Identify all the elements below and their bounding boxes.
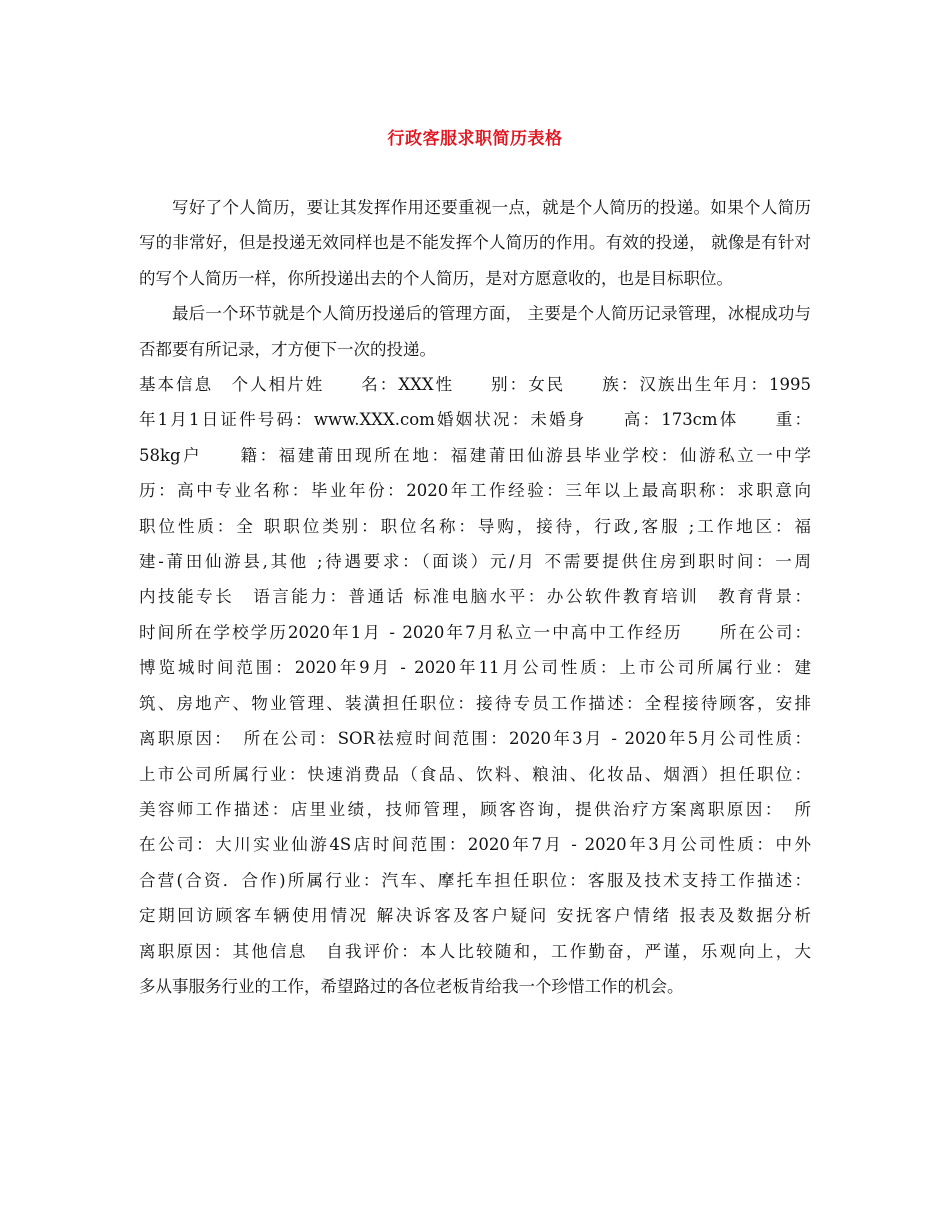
resume-line: 年1月1日证件号码：www.XXX.com婚姻状况：未婚身 高：173cm体 重： [139, 410, 811, 430]
resume-line: 职位性质：全 职职位类别：职位名称：导购，接待，行政,客服 ;工作地区：福 [139, 516, 811, 536]
resume-line: 博览城时间范围：2020年9月 - 2020年11月公司性质：上市公司所属行业：建 [139, 658, 811, 678]
resume-details [139, 367, 811, 1004]
resume-line: 离职原因： 所在公司：SOR祛痘时间范围：2020年3月 - 2020年5月公司性质： [139, 729, 812, 749]
resume-line: 基本信息 个人相片姓 名：XXX性 别：女民 族：汉族出生年月：1995 [139, 375, 811, 395]
intro-paragraph-2: 最后一个环节就是个人简历投递后的管理方面， 主要是个人简历记录管理，冰棍成功与否都要有所记录，才方便下一次的投递。 [139, 304, 811, 359]
intro-paragraph-1: 写好了个人简历，要让其发挥作用还要重视一点，就是个人简历的投递。如果个人简历写的非常好，但是投递无效同样也是不能发挥个人简历的作用。有效的投递， 就像是有针对的写个人简历一样，你所投递出去的个人简历，是对方愿意收的，也是目标职位。 [139, 198, 811, 288]
resume-line: 58kg户 籍：福建莆田现所在地：福建莆田仙游县毕业学校：仙游私立一中学 [139, 445, 811, 465]
resume-line: 离职原因：其他信息 自我评价：本人比较随和，工作勤奋，严谨，乐观向上，大 [139, 941, 811, 961]
resume-line: 筑、房地产、物业管理、装潢担任职位：接待专员工作描述：全程接待顾客，安排 [139, 693, 811, 713]
resume-line: 建-莆田仙游县,其他 ;待遇要求：（面谈）元/月 不需要提供住房到职时间：一周 [139, 552, 811, 572]
resume-line: 在公司：大川实业仙游4S店时间范围：2020年7月 - 2020年3月公司性质：中外 [139, 835, 811, 855]
resume-line: 历：高中专业名称：毕业年份：2020年工作经验：三年以上最高职称：求职意向 [139, 481, 811, 501]
resume-line: 上市公司所属行业：快速消费品（食品、饮料、粮油、化妆品、烟酒）担任职位： [139, 764, 811, 784]
document-content [139, 190, 811, 1004]
resume-line: 内技能专长 语言能力：普通话 标准电脑水平：办公软件教育培训 教育背景： [139, 587, 811, 607]
resume-line: 定期回访顾客车辆使用情况 解决诉客及客户疑问 安抚客户情绪 报表及数据分析 [139, 906, 811, 926]
document-title: 行政客服求职简历表格 [387, 129, 563, 149]
resume-line: 时间所在学校学历2020年1月 - 2020年7月私立一中高中工作经历 所在公司： [139, 622, 811, 642]
resume-line: 美容师工作描述：店里业绩，技师管理，顾客咨询，提供治疗方案离职原因： 所 [139, 799, 811, 819]
resume-line: 多从事服务行业的工作，希望路过的各位老板肯给我一个珍惜工作的机会。 [139, 976, 684, 996]
resume-line: 合营(合资．合作)所属行业：汽车、摩托车担任职位：客服及技术支持工作描述： [139, 870, 811, 890]
